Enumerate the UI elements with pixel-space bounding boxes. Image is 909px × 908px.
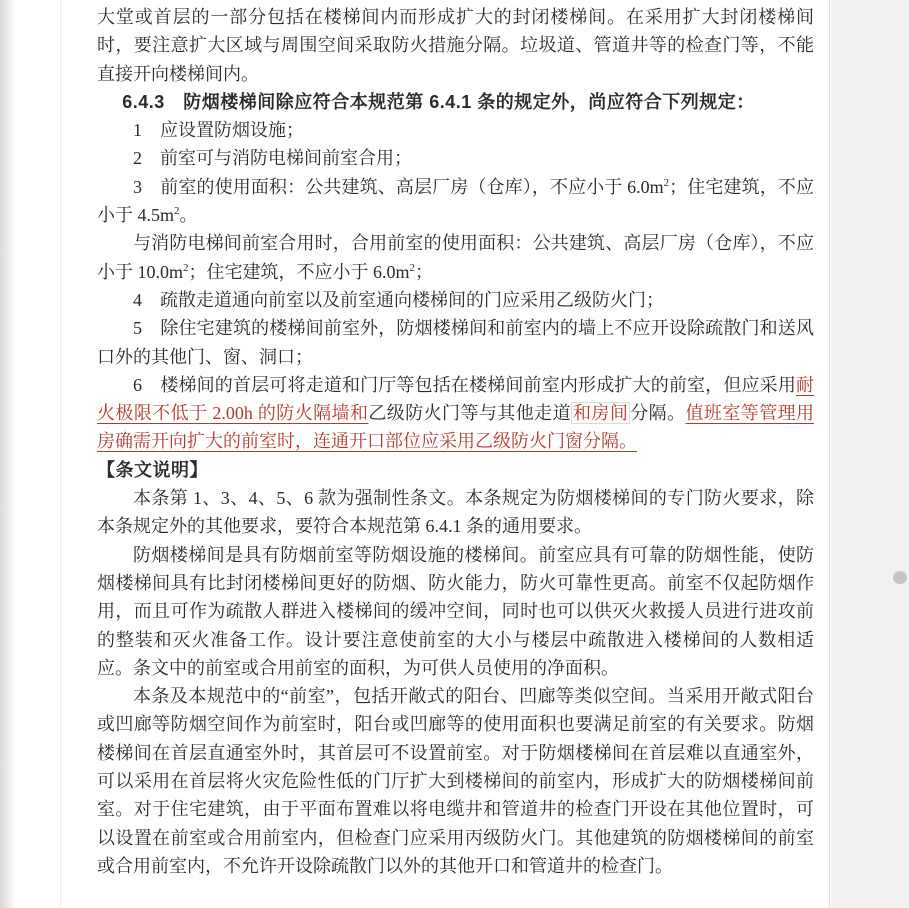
item-6-expanded-front-room-segment: 分隔。 <box>630 403 686 424</box>
page-left-edge-shadow <box>0 0 16 908</box>
para-shared-front-room-area-segment: 2 <box>409 261 416 274</box>
item-6-expanded-front-room-segment: 耐火极限不低于 2.00h 的防火隔墙和 <box>97 374 814 424</box>
heading-clause-6-4-3-segment: 6.4.3 防烟楼梯间除应符合本规范第 6.4.1 条的规定外，尚应符合下列规定： <box>122 91 755 112</box>
para-explanation-smoke-proof-stairwell-segment: 防烟楼梯间是具有防烟前室等防烟设施的楼梯间。前室应具有可靠的防烟性能，使防烟楼梯间具有比封闭楼梯间更好的防烟、防火能力，防火可靠性更高。前室不仅起防烟作用，而且可作为疏散人群进入楼梯间的缓冲空间，同时也可以供灭火救援人员进行进攻前的整装和灭火准备工作。设计要注意使前室的大小与楼层中疏散进入楼梯间的人数相适应。条文中的前室或合用前室的面积，为可供人员使用的净面积。 <box>97 544 814 678</box>
item-3-front-room-area-segment: 。 <box>179 205 198 226</box>
para-continuation-expanded-enclosed-stairwell-segment: 大堂或首层的一部分包括在楼梯间内而形成扩大的封闭楼梯间。在采用扩大封闭楼梯间时，要注意扩大区域与周围空间采取防火措施分隔。垃圾道、管道井等的检查门等，不能直接开向楼梯间内。 <box>97 7 814 84</box>
para-shared-front-room-area-segment: ； <box>415 261 434 282</box>
document-page <box>60 0 830 908</box>
item-6-expanded-front-room <box>97 371 814 456</box>
item-3-front-room-area-segment: 2 <box>174 205 180 218</box>
item-6-expanded-front-room-segment: 乙级防火门等与其他走道 <box>368 403 571 424</box>
item-5-no-other-openings <box>97 314 814 371</box>
item-6-expanded-front-room-segment: 值班室等管理用房确需开向扩大的前室时，连通开口部位应采用乙级防火门窗分隔。 <box>97 403 815 452</box>
para-explanation-mandatory-items-segment: 本条第 1、3、4、5、6 款为强制性条文。本条规定为防烟楼梯间的专门防火要求，除本条规定外的其他要求，要符合本规范第 6.4.1 条的通用要求。 <box>97 488 814 537</box>
item-6-expanded-front-room-segment: 和房间 <box>572 403 629 424</box>
item-3-front-room-area-segment: ；住宅建筑，不应小于 4.5m <box>97 176 814 226</box>
item-3-front-room-area-segment: 2 <box>663 176 670 189</box>
para-continuation-expanded-enclosed-stairwell <box>97 3 814 88</box>
para-explanation-front-room-definition-segment: 本条及本规范中的“前室”，包括开敞式的阳台、凹廊等类似空间。当采用开敞式阳台或凹廊等防烟空间作为前室时，阳台或凹廊等的使用面积也要满足前室的有关要求。防烟楼梯间在首层直通室外时，其首层可不设置前室。对于防烟楼梯间在首层难以直通室外，可以采用在首层将火灾危险性低的门厅扩大到楼梯间的前室内，形成扩大的防烟楼梯间前室。对于住宅建筑，由于平面布置难以将电缆井和管道井的检查门开设在其他位置时，可以设置在前室或合用前室内，但检查门应采用丙级防火门。其他建筑的防烟楼梯间的前室或合用前室内，不允许开设除疏散门以外的其他开口和管道井的检查门。 <box>97 686 814 876</box>
para-shared-front-room-area-segment: ；住宅建筑，不应小于 6.0m <box>188 261 410 282</box>
item-1-smoke-proof-facilities <box>97 116 814 144</box>
document-text-block <box>97 3 814 880</box>
para-shared-front-room-area-segment: 2 <box>183 261 189 274</box>
item-2-shared-front-room <box>97 144 814 172</box>
para-shared-front-room-area-segment: 与消防电梯间前室合用时，合用前室的使用面积：公共建筑、高层厂房（仓库），不应小于 10.0m <box>97 233 814 282</box>
item-3-front-room-area <box>97 173 814 230</box>
para-explanation-smoke-proof-stairwell <box>97 541 814 682</box>
heading-clause-explanation-segment: 【条文说明】 <box>97 459 208 480</box>
item-6-expanded-front-room-segment: 6 楼梯间的首层可将走道和门厅等包括在楼梯间前室内形成扩大的前室，但应采用 <box>133 374 796 395</box>
item-4-class-b-fire-doors <box>97 286 814 314</box>
item-5-no-other-openings-segment: 5 除住宅建筑的楼梯间前室外，防烟楼梯间和前室内的墙上不应开设除疏散门和送风口外的其他门、窗、洞口； <box>97 318 814 367</box>
para-shared-front-room-area <box>97 229 814 286</box>
item-1-smoke-proof-facilities-segment: 1 应设置防烟设施； <box>133 120 304 141</box>
heading-clause-6-4-3 <box>97 88 814 116</box>
heading-clause-explanation <box>97 456 814 484</box>
para-explanation-front-room-definition <box>97 682 814 880</box>
scrollbar-track[interactable] <box>831 0 909 908</box>
scrollbar-thumb[interactable] <box>893 571 907 584</box>
item-3-front-room-area-segment: 3 前室的使用面积：公共建筑、高层厂房（仓库），不应小于 6.0m <box>133 176 664 197</box>
para-explanation-mandatory-items <box>97 484 814 541</box>
item-2-shared-front-room-segment: 2 前室可与消防电梯间前室合用； <box>133 148 412 169</box>
item-4-class-b-fire-doors-segment: 4 疏散走道通向前室以及前室通向楼梯间的门应采用乙级防火门； <box>133 289 664 310</box>
